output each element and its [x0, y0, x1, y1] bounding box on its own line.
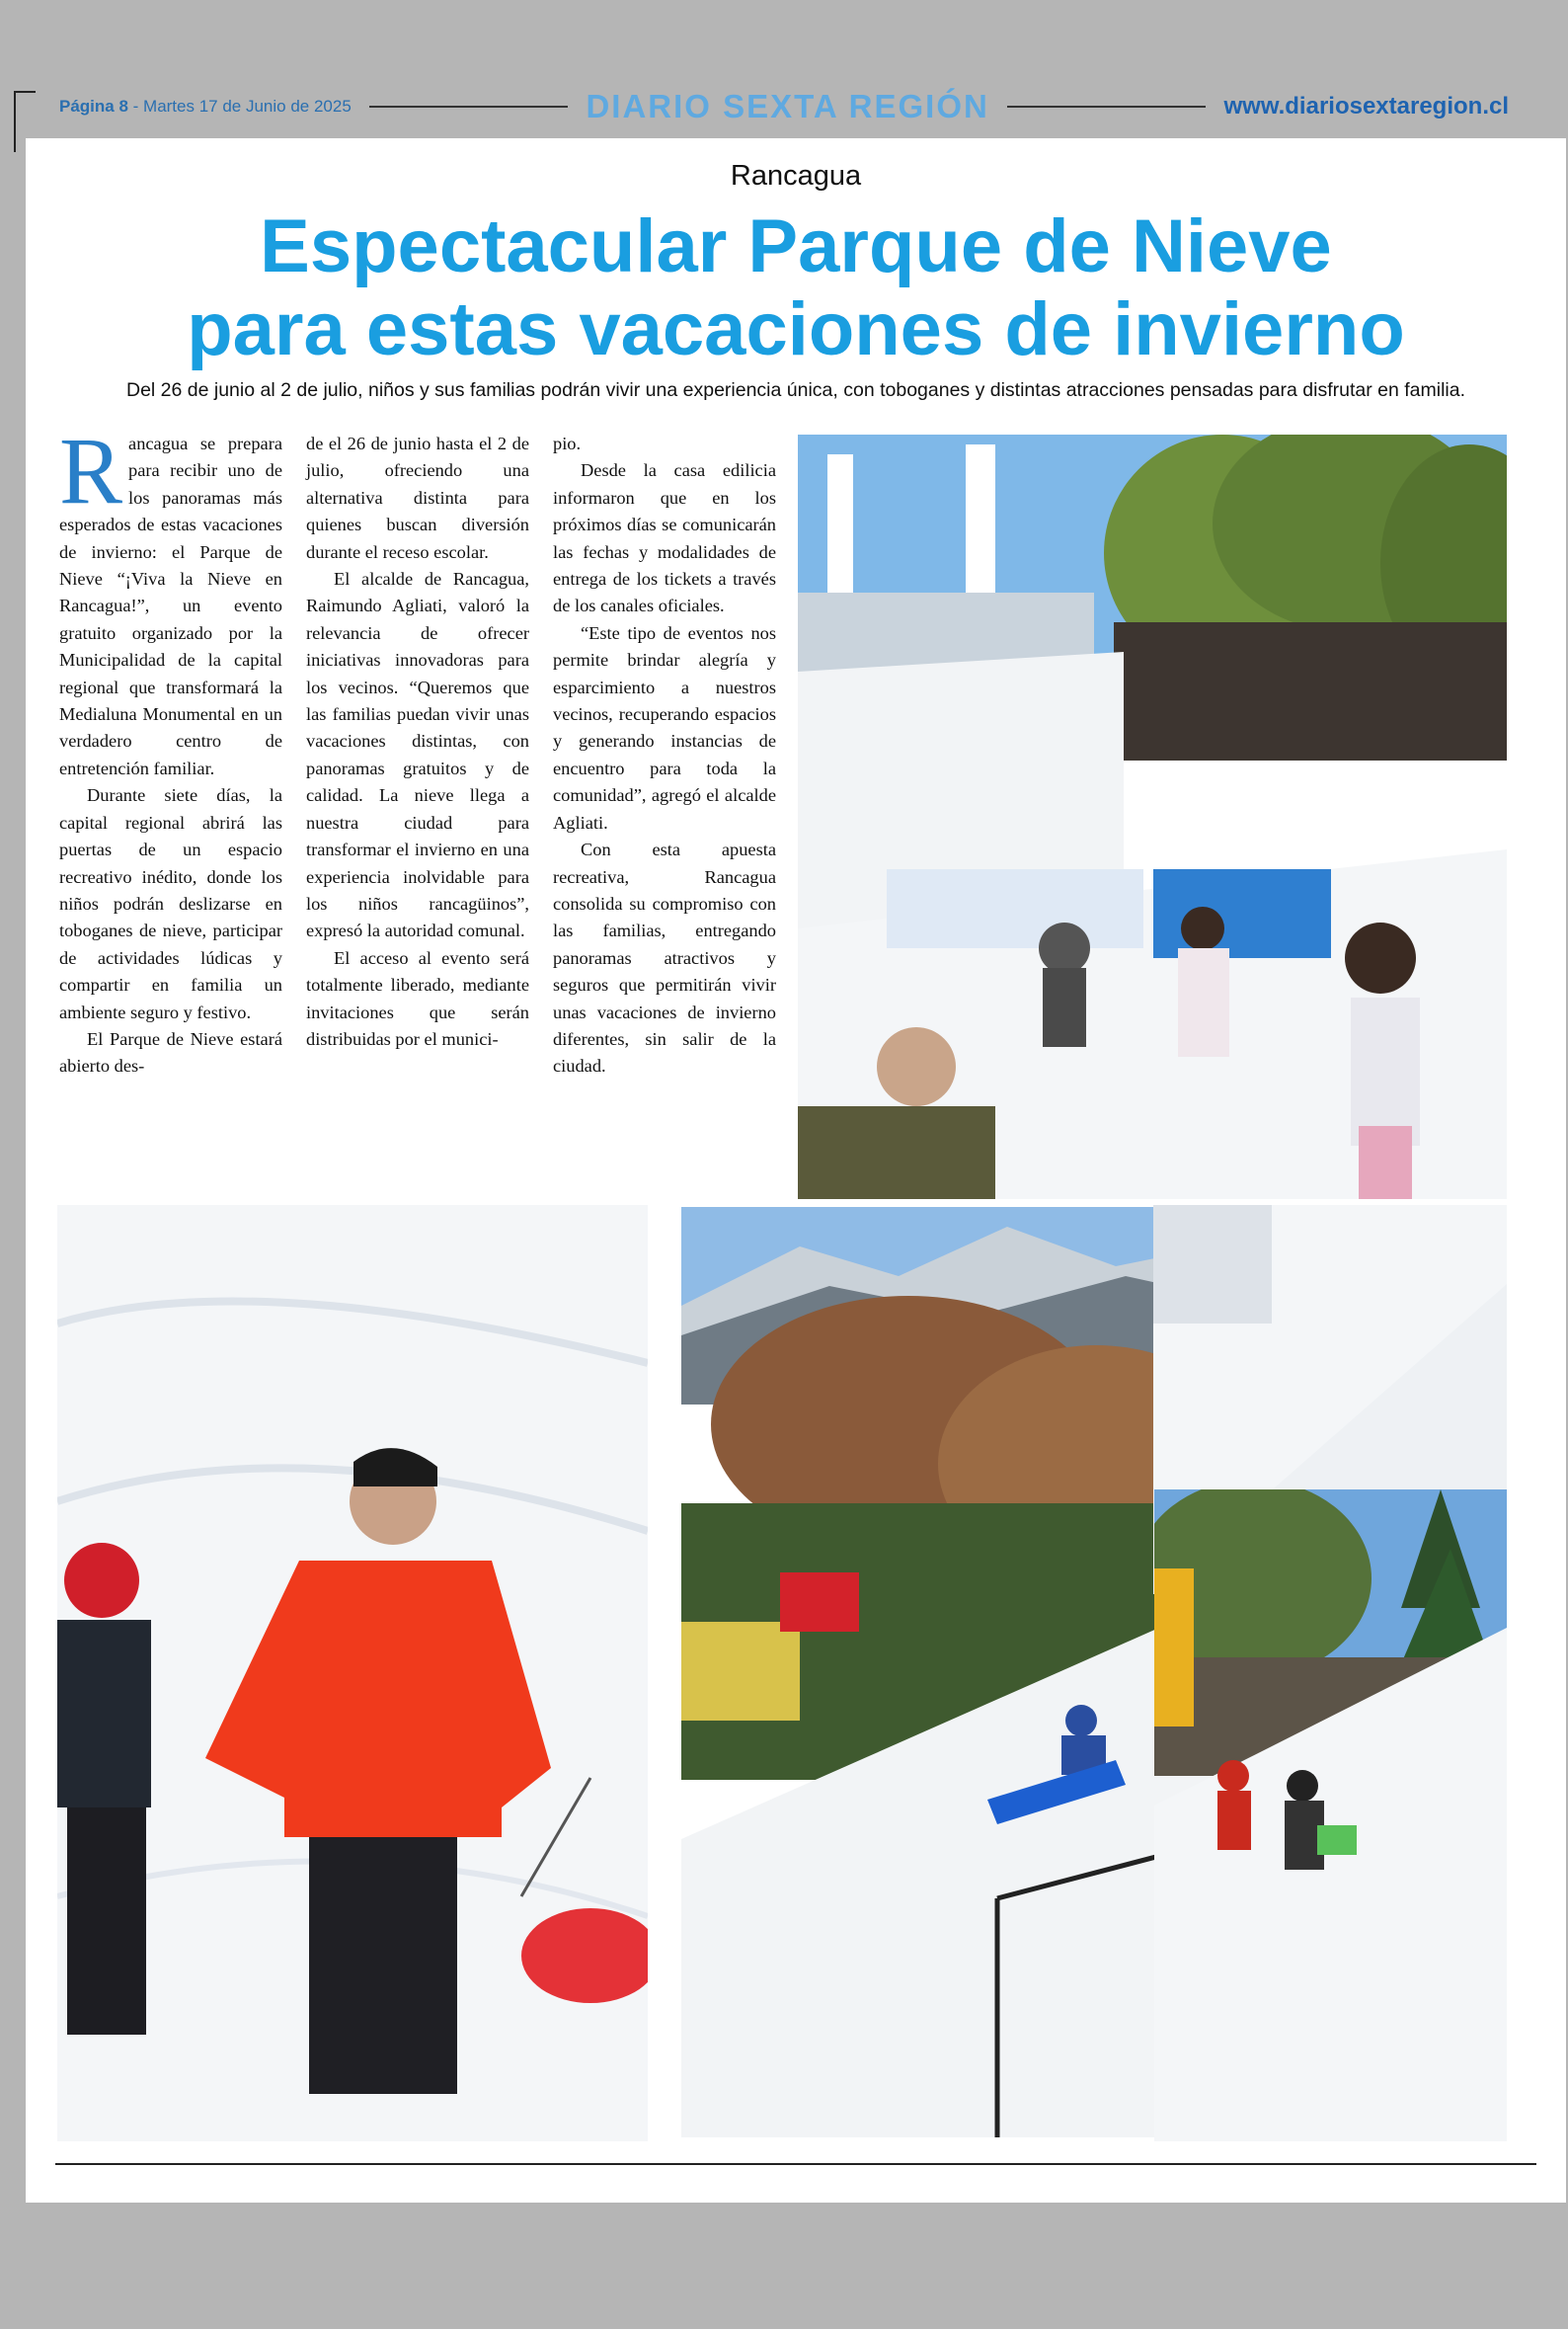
drop-cap: R [59, 418, 123, 523]
headline-line-1: Espectacular Parque de Nieve [260, 204, 1332, 288]
paragraph-text: ancagua se prepara para recibir uno de los panoramas más esperados de estas vacaciones de invierno: el Parque de Nieve “¡Viva la Nieve en Rancagua!”, un evento gratuito organizado por la Municipalidad de la capital regional que transformará la Medialuna Monumental en un verdadero centro de entretención familiar. [59, 434, 282, 778]
page-info [59, 97, 352, 117]
article-column-2 [306, 431, 529, 1053]
header-rule-right [1007, 106, 1207, 108]
photo-children-on-snow [798, 435, 1507, 1199]
paragraph: Durante siete días, la capital regional abrirá las puertas de un espacio recreativo inédito, donde los niños podrán deslizarse en toboganes de nieve, participar de actividades lúdicas y compartir en familia un ambiente seguro y festivo. [59, 785, 282, 1022]
website-url[interactable]: www.diariosextaregion.cl [1223, 93, 1510, 120]
paragraph: “Este tipo de eventos nos permite brindar alegría y esparcimiento a nuestros vecinos, recuperando espacios y generando instancias de encuentro para toda la comunidad”, agregó el alcalde Agliati. [553, 622, 776, 833]
paragraph [59, 418, 282, 782]
page-header [59, 87, 1509, 126]
page-number: Página 8 [59, 97, 128, 116]
paragraph: pio. [553, 434, 582, 453]
paragraph: Con esta apuesta recreativa, Rancagua consolida su compromiso con las familias, entregando panoramas atractivos y seguros que permitirán vivir unas vacaciones de invierno diferentes, sin salir de la ciudad. [553, 840, 776, 1077]
footer-rule [55, 2163, 1536, 2165]
article-column-1 [59, 418, 282, 1081]
headline [26, 205, 1566, 371]
header-rule-left [369, 106, 569, 108]
newspaper-page [26, 138, 1566, 2203]
paragraph: El acceso al evento será totalmente liberado, mediante invitaciones que serán distribuidas por el munici- [306, 947, 529, 1049]
photo-man-with-sled [57, 1205, 648, 2141]
newspaper-name: DIARIO SEXTA REGIÓN [586, 88, 989, 124]
photo-trees-and-sledders [1154, 1489, 1507, 2141]
paragraph: de el 26 de junio hasta el 2 de julio, ofreciendo una alternativa distinta para quienes buscan diversión durante el receso escolar. [306, 434, 529, 562]
lead-paragraph: Del 26 de junio al 2 de julio, niños y sus familias podrán vivir una experiencia única, con toboganes y distintas atracciones pensadas para disfrutar en familia. [125, 379, 1466, 401]
paragraph: Desde la casa edilicia informaron que en los próximos días se comunicarán las fechas y modalidades de entrega de los tickets a través de los canales oficiales. [553, 460, 776, 616]
article-column-3 [553, 431, 776, 1081]
headline-line-2: para estas vacaciones de invierno [187, 287, 1405, 371]
paragraph: El alcalde de Rancagua, Raimundo Agliati, valoró la relevancia de ofrecer iniciativas innovadoras para los vecinos. “Queremos que las familias puedan vivir unas vacaciones distintas, con panoramas gratuitos y de calidad. La nieve llega a nuestra ciudad para transformar el invierno en una experiencia inolvidable para los niños rancagüinos”, expresó la autoridad comunal. [306, 569, 529, 941]
section-kicker: Rancagua [730, 160, 862, 192]
paragraph: El Parque de Nieve estará abierto des- [59, 1028, 282, 1077]
issue-date: - Martes 17 de Junio de 2025 [127, 97, 352, 116]
